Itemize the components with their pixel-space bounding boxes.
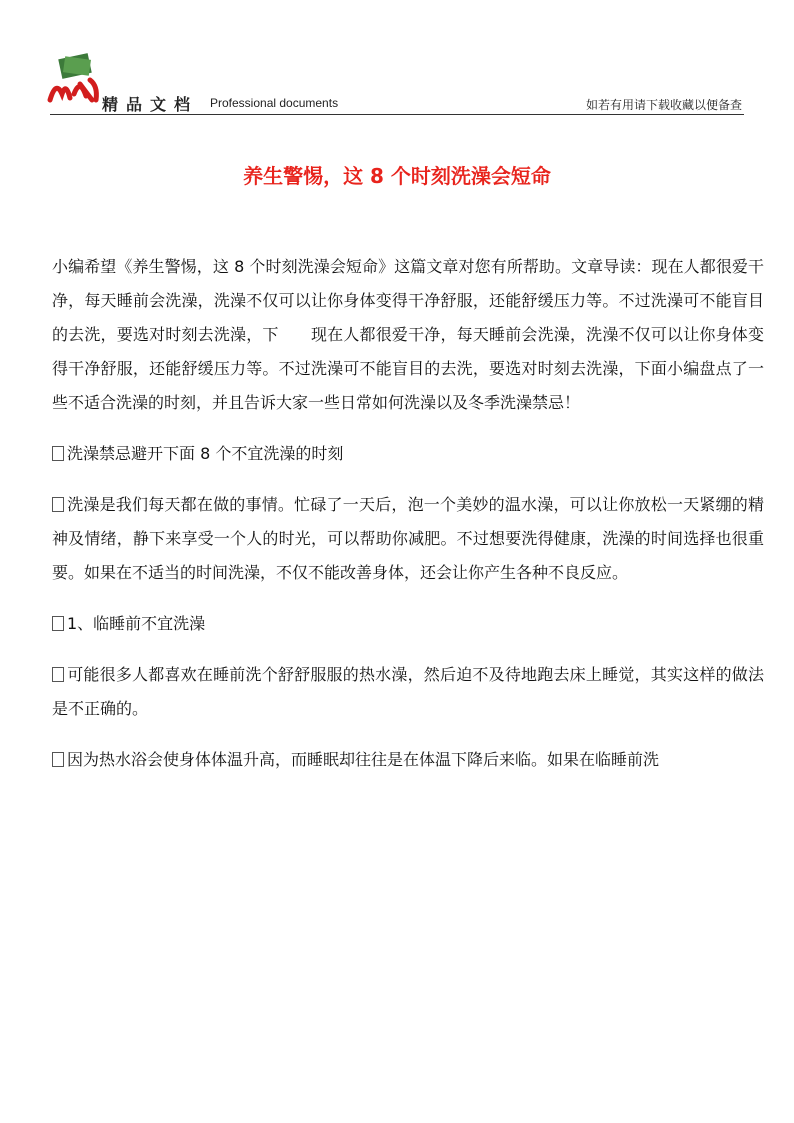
article-paragraph (52, 607, 764, 641)
paragraph-text: 因为热水浴会使身体体温升高，而睡眠却往往是在体温下降后来临。如果在临睡前洗 (67, 750, 660, 769)
article-title: 养生警惕，这 8 个时刻洗澡会短命 (243, 164, 551, 188)
download-note: 如若有用请下载收藏以便备查 (585, 98, 742, 112)
article-paragraph (52, 743, 764, 777)
paragraph-text: 洗澡禁忌避开下面 8 个不宜洗澡的时刻 (67, 444, 344, 463)
placeholder-box-icon (52, 616, 64, 631)
placeholder-box-icon (52, 497, 64, 512)
document-header (0, 0, 794, 120)
knowledge-logo-icon (46, 50, 108, 106)
header-divider (50, 114, 744, 115)
paragraph-text: 1、临睡前不宜洗澡 (67, 614, 206, 633)
article-paragraph (52, 658, 764, 726)
paragraph-text: 可能很多人都喜欢在睡前洗个舒舒服服的热水澡，然后迫不及待地跑去床上睡觉，其实这样的做法是不正确的。 (52, 665, 764, 718)
article-body (52, 250, 764, 794)
brand-english: Professional documents (210, 96, 339, 110)
article-paragraph (52, 488, 764, 590)
paragraph-text: 小编希望《养生警惕，这 8 个时刻洗澡会短命》这篇文章对您有所帮助。文章导读：现在人都很爱干净，每天睡前会洗澡，洗澡不仅可以让你身体变得干净舒服，还能舒缓压力等。不过洗澡可不能盲目的去洗，要选对时刻去洗澡，下 现在人都很爱干净，每天睡前会洗澡，洗澡不仅可以让你身体变得干净舒服，还能舒缓压力等。不过洗澡可不能盲目的去洗，要选对时刻去洗澡，下面小编盘点了一些不适合洗澡的时刻，并且告诉大家一些日常如何洗澡以及冬季洗澡禁忌！ (52, 257, 764, 412)
placeholder-box-icon (52, 446, 64, 461)
paragraph-text: 洗澡是我们每天都在做的事情。忙碌了一天后，泡一个美妙的温水澡，可以让你放松一天紧绷的精神及情绪，静下来享受一个人的时光，可以帮助你减肥。不过想要洗得健康，洗澡的时间选择也很重要。如果在不适当的时间洗澡，不仅不能改善身体，还会让你产生各种不良反应。 (52, 495, 764, 582)
brand-name: 精品文档 (102, 95, 199, 114)
article-paragraph (52, 437, 764, 471)
placeholder-box-icon (52, 667, 64, 682)
article-paragraph (52, 250, 764, 420)
placeholder-box-icon (52, 752, 64, 767)
